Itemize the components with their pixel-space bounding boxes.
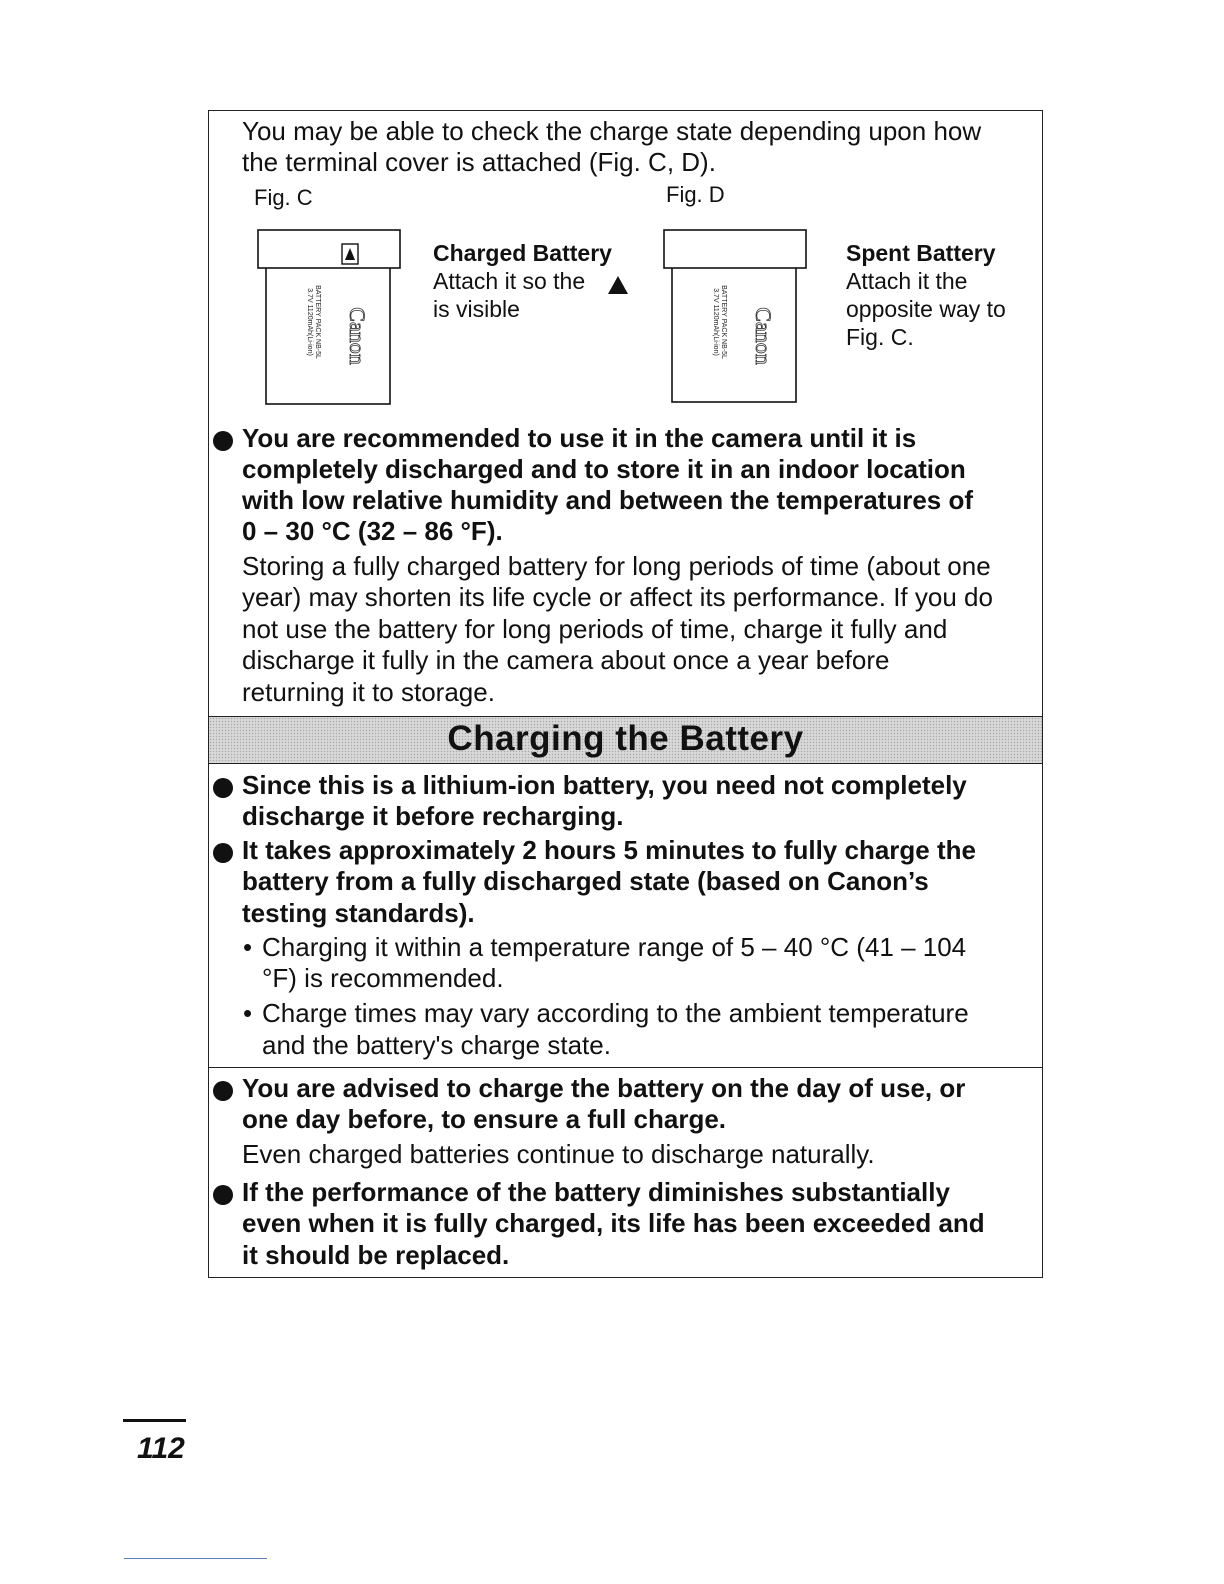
bullet-icon (213, 843, 233, 863)
storage-body-1: Storing a fully charged battery for long periods of time (about one (242, 551, 991, 581)
sub-bullet-dot-icon: • (243, 932, 253, 962)
bullet-icon (213, 1185, 233, 1205)
bullet-icon (213, 1081, 233, 1101)
charging-b1-line-1: Since this is a lithium-ion battery, you need not completely (242, 770, 967, 800)
spent-battery-line-1: Attach it the (846, 268, 968, 294)
storage-body-2: year) may shorten its life cycle or affect its performance. If you do (242, 582, 993, 612)
terminal-cover (664, 230, 806, 268)
battery-label-1: BATTERY PACK NB-5L (314, 285, 321, 359)
fig-d-label: Fig. D (666, 182, 725, 207)
page-number: 112 (137, 1432, 185, 1465)
charging-b2-line-2: battery from a fully discharged state (based on Canon’s (242, 866, 929, 896)
spent-battery-title: Spent Battery (846, 240, 996, 266)
charging-b2-line-3: testing standards). (242, 898, 475, 928)
storage-bold-4: 0 – 30 °C (32 – 86 °F). (242, 516, 503, 546)
battery-label-1: BATTERY PACK NB-5L (720, 285, 727, 359)
advice-b3-line-1: You are advised to charge the battery on the day of use, or (242, 1073, 966, 1103)
triangle-icon (606, 274, 630, 296)
battery-brand-logo: Canon (345, 307, 370, 365)
bottom-rule (124, 1558, 267, 1559)
charged-battery-line-2: is visible (433, 296, 520, 322)
bullet-icon (213, 431, 233, 451)
storage-body-4: discharge it fully in the camera about once a year before (242, 645, 890, 675)
charged-battery-line-1: Attach it so the (433, 268, 586, 294)
section-title: Charging the Battery (447, 719, 804, 758)
battery-fig-c (254, 226, 404, 408)
charging-sub1-line-2: °F) is recommended. (262, 963, 504, 993)
storage-bold-3: with low relative humidity and between the temperatures of (242, 485, 974, 515)
storage-bold-1: You are recommended to use it in the camera until it is (242, 423, 917, 453)
sub-bullet-dot-icon: • (243, 998, 253, 1028)
advice-b3-line-2: one day before, to ensure a full charge. (242, 1104, 727, 1134)
section-banner (209, 716, 1042, 764)
charged-battery-title: Charged Battery (433, 240, 612, 266)
charging-sub2-line-2: and the battery's charge state. (262, 1030, 611, 1060)
charging-sub2-line-1: Charge times may vary according to the ambient temperature (262, 998, 969, 1028)
charging-b2-line-1: It takes approximately 2 hours 5 minutes to fully charge the (242, 835, 976, 865)
battery-brand-logo: Canon (751, 307, 776, 365)
battery-fig-d (662, 226, 812, 408)
spent-battery-line-3: Fig. C. (846, 324, 914, 350)
advice-b4-line-2: even when it is fully charged, its life has been exceeded and (242, 1208, 985, 1238)
battery-label-2: 3.7V 1120mAh(Li-ion) (306, 288, 313, 356)
intro-line-2: the terminal cover is attached (Fig. C, D). (242, 147, 716, 177)
fig-c-label: Fig. C (254, 185, 313, 210)
charging-b1-line-2: discharge it before recharging. (242, 801, 624, 831)
terminal-cover (258, 230, 400, 268)
spent-battery-line-2: opposite way to (846, 296, 1006, 322)
storage-body-3: not use the battery for long periods of time, charge it fully and (242, 614, 948, 644)
advice-b3-body: Even charged batteries continue to discharge naturally. (242, 1139, 875, 1169)
advice-b4-line-1: If the performance of the battery diminishes substantially (242, 1177, 950, 1207)
storage-body-5: returning it to storage. (242, 677, 495, 707)
charging-sub1-line-1: Charging it within a temperature range of 5 – 40 °C (41 – 104 (262, 932, 967, 962)
page-number-rule (123, 1419, 186, 1422)
intro-line-1: You may be able to check the charge state depending upon how (242, 116, 982, 146)
advice-b4-line-3: it should be replaced. (242, 1240, 510, 1270)
bullet-icon (213, 778, 233, 798)
divider (208, 1067, 1043, 1068)
battery-label-2: 3.7V 1120mAh(Li-ion) (712, 288, 719, 356)
storage-bold-2: completely discharged and to store it in an indoor location (242, 454, 966, 484)
